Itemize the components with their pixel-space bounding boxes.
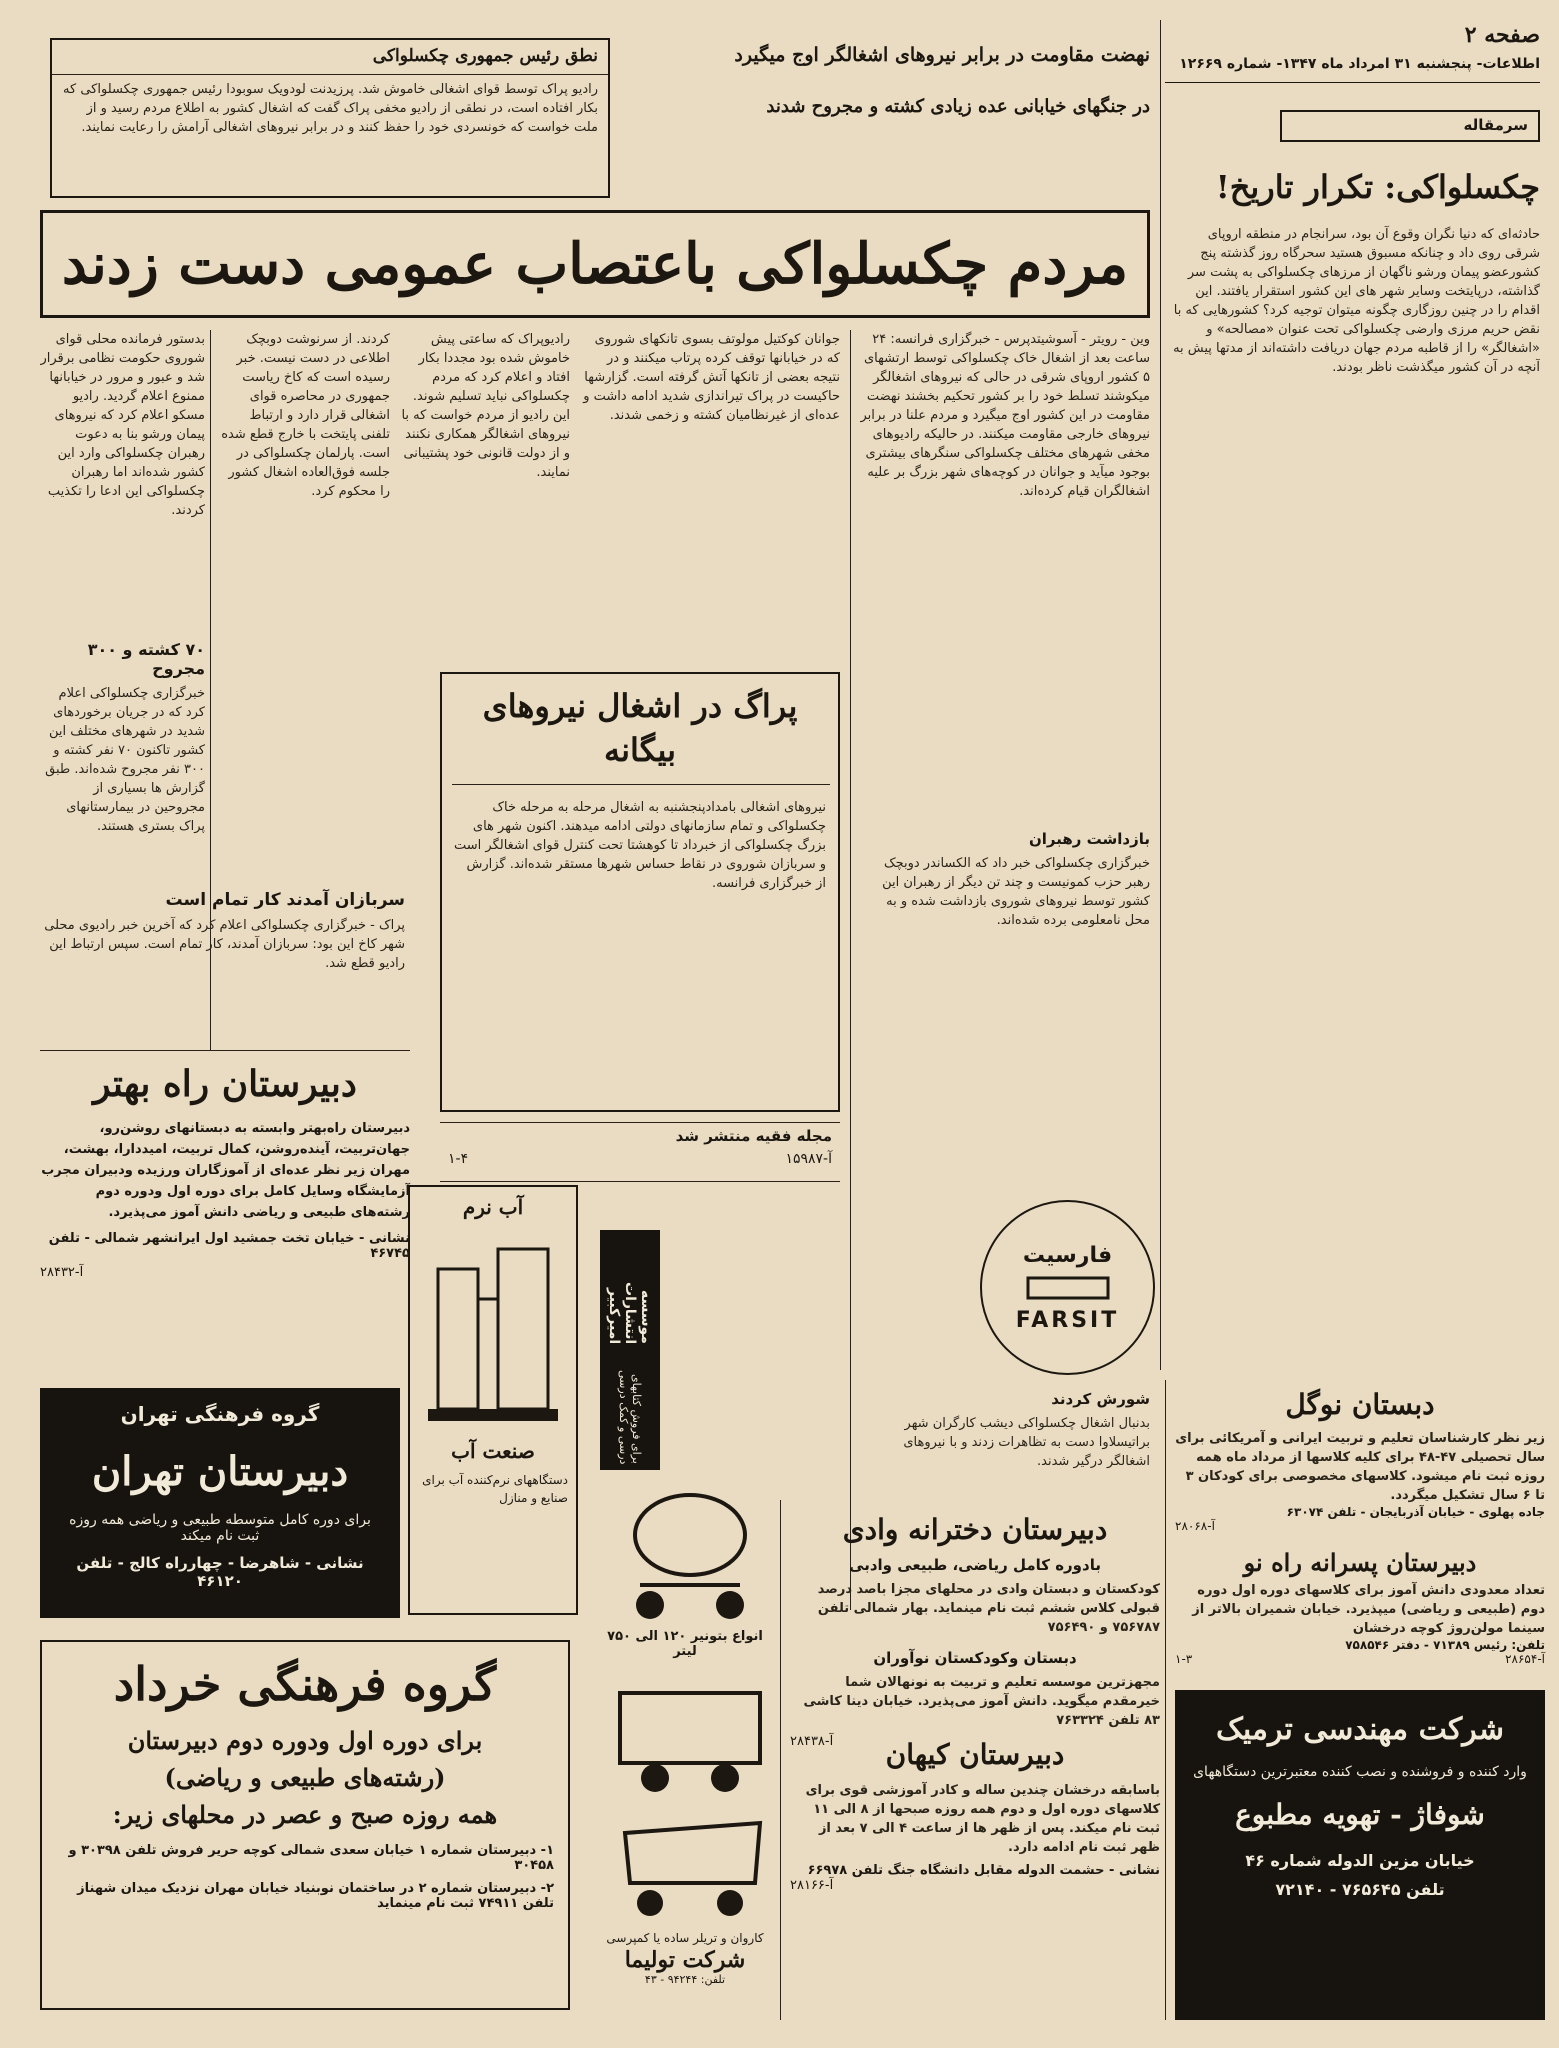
- ad-termik-phone: تلفن ۷۶۵۶۴۵ - ۷۲۱۴۰: [1275, 1880, 1445, 1899]
- main-story-col3: رادیوپراک که ساعتی پیش خاموش شده بود مجددا بکار افتاد و اعلام کرد که مردم چکسلواکی نباید تسلیم شوند. این رادیو از مردم خواست که با نیروهای اشغالگر همکاری نکنند و از دولت قانونی خود پشتیبانی نمایند.: [401, 332, 570, 480]
- ad-doktaraneh-body2: مجهزترین موسسه تعلیم و تربیت به نونهالان شما خیرمقدم میگوید. دانش آموز می‌پذیرد. خیابان دینا کاشی ۸۳ تلفن ۷۶۳۳۲۴: [803, 1675, 1160, 1728]
- ad-rahno-phone: تلفن: رئیس ۷۱۳۸۹ - دفتر ۷۵۸۵۴۶: [1345, 1638, 1545, 1652]
- ad-botonir-phone: تلفن: ۹۴۲۴۴ - ۴۳: [644, 1973, 726, 1986]
- ad-rahbehtar-title: دبیرستان راه بهتر: [93, 1063, 357, 1105]
- main-story-col2: جوانان کوکتیل مولوتف بسوی تانکهای شوروی که در خیابانها توقف کرده پرتاب میکنند و در نتیجه بعضی از تانکها آتش گرفته است. گزارشها حاکیست در پراک تیراندازی شدید ادامه داشت و عده‌ای از غیرنظامیان کشته و زخمی شدند.: [583, 332, 840, 423]
- ad-termik: [1175, 1690, 1545, 2020]
- ad-botonir-caption: انواع بتونیر ۱۲۰ الی ۷۵۰ لیتر: [607, 1629, 763, 1659]
- sub-story-arrest-headline: بازداشت رهبران: [1028, 830, 1150, 848]
- prague-box: [440, 672, 840, 1112]
- concrete-mixer-illustration: [610, 1475, 770, 1625]
- ad-water: [408, 1185, 578, 1615]
- prague-body: نیروهای اشغالی بامدادپنجشنبه به اشغال مرحله به مرحله خاک چکسلواکی و تمام سازمانهای دولتی ادامه میدهند. اکنون شهر های بزرگ چکسلواکی از خبرداد تا کوهشتا تحت کنترل قوای اشغالگر است و سربازان شوروی در نقاط حساس شهرها مستقر شده‌اند. گزارش از خبرگزاری فرانسه.: [454, 800, 826, 891]
- ad-tehran-group: گروه فرهنگی تهران: [120, 1402, 320, 1426]
- prague-headline: پراگ در اشغال نیروهای بیگانه: [482, 687, 798, 769]
- ad-rahno: [1175, 1545, 1545, 1675]
- ad-khordad: [40, 1640, 570, 2010]
- ad-farsit-brand-fa: فارسیت: [1022, 1242, 1113, 1268]
- ad-nowgol-title: دبستان نوگل: [1285, 1388, 1435, 1421]
- editorial-title: چکسلواکی: تکرار تاریخ!: [1215, 168, 1540, 206]
- magazine-note: [440, 1122, 840, 1182]
- main-story-col5: بدستور فرمانده محلی قوای شوروی حکومت نظامی برقرار شد و عبور و مرور در خیابانها ممنوع اعلام گردید. رادیو مسکو اعلام کرد که نیروهای پیمان ورشو بنا به دعوت رهبران چکسلواکی وارد این کشور شده‌اند اما رهبران چکسلواکی این ادعا را تکذیب کردند.: [40, 332, 205, 518]
- ad-nowgol-address: جاده پهلوی - خیابان آذربایجان - تلفن ۶۳۰۷۴: [1286, 1505, 1545, 1519]
- sub-story-killed-body: خبرگزاری چکسلواکی اعلام کرد که در جریان برخوردهای شدید در شهرهای مختلف این کشور تاکنون ۷۰ نفر کشته و ۳۰۰ نفر مجروح شده‌اند. طبق گزارش ها بسیاری از مجروحین در بیمارستانهای پراک بستری هستند.: [45, 686, 205, 834]
- ad-keyhan-code: آ-۲۸۱۶۶: [790, 1878, 834, 1893]
- ad-rahno-code: آ-۲۸۶۵۴: [1505, 1652, 1545, 1666]
- resistance-headline: نهضت مقاومت در برابر نیروهای اشغالگر اوج میگیرد: [734, 44, 1150, 66]
- main-headline: مردم چکسلواکی باعتصاب عمومی دست زدند: [61, 231, 1129, 297]
- main-story-col1: وین - رویتر - آسوشیتدپرس - خبرگزاری فرانسه: ۲۴ ساعت بعد از اشغال خاک چکسلواکی توسط ارتشهای ۵ کشور اروپای شرقی در حالی که نیروهای اشغالگر میکوشند تسلط خود را بر کشور تحکیم بخشند نهضت مقاومت در این کشور اوج میگیرد و مردم علنا در برابر نیروهای خارجی مقاومت میکنند. در حالیکه رادیوهای مخفی شهرهای مختلف چکسلواکی سنگرهای بیشتری بوجود میآید و جوانان در کوچه‌های شهر بزرگ بر علیه اشغالگران قیام کرده‌اند.: [860, 332, 1150, 499]
- ad-tehran-body: برای دوره کامل متوسطه طبیعی و ریاضی همه روزه ثبت نام میکند: [69, 1512, 371, 1544]
- sub-story-riot-headline: شورش کردند: [1051, 1390, 1150, 1408]
- ad-termik-items: شوفاژ - تهویه مطبوع: [1235, 1798, 1485, 1831]
- editorial-body: حادثه‌ای که دنیا نگران وقوع آن بود، سرانجام در منطقه اروپای شرقی روی داد و چنانکه مسبوق هستید سحرگاه روز گذشته پنج کشورعضو پیمان ورشو ناگهان از مرزهای چکسلواکی به پشت سر گذاشته، درپایتخت وسایر شهر های این کشور استقرار یافتند. این اقدام را در چنین روزگاری چگونه میتوان توجیه کرد؟ کشورهایی که با نقض حریم مرزی وارضی چکسلواکی تحت عنوان «مصالحه» و «اشغالگر» را از قاطبه مردم جهان دریافت داشته‌اند از مدتها پیش به آنچه در آن کشور میگذشت ناظر بودند.: [1173, 227, 1540, 375]
- ad-rahbehtar-body: دبیرستان راه‌بهتر وابسته به دبستانهای روشن‌رو، جهان‌تربیت، آینده‌روشن، کمال تربیت، امیددارا، بهشت، مهران زیر نظر عده‌ای از آموزگاران ورزیده ودبیران مجرب آزمایشگاه وسایل کامل برای دوره اول ودوره دوم رشته‌های طبیعی و ریاضی دانش آموز می‌پذیرد.: [41, 1121, 410, 1220]
- ad-amirkabir: [600, 1230, 660, 1470]
- ad-botonir: [600, 1475, 770, 2020]
- ad-botonir-caption2: کاروان و تریلر ساده یا کمپرسی: [606, 1931, 764, 1945]
- magazine-note-title: مجله فقیه منتشر شد: [675, 1127, 832, 1145]
- ad-doktaraneh-code: آ-۲۸۴۳۸: [790, 1734, 834, 1749]
- speech-body: رادیو پراک توسط قوای اشغالی خاموش شد. پرزیدنت لودویک سوبودا رئیس جمهوری چکسلواکی که بکار افتاده است، در نطقی از رادیو مخفی پراک گفت که اشغال کشور به اطلاع مردم رسید و از ملت خواست که خونسردی خود را حفظ کنند و در برابر نیروهای اشغالی آرامش را رعایت نمایند.: [63, 82, 598, 135]
- magazine-note-code2: ۱-۴: [448, 1151, 469, 1167]
- ad-farsit-brand: FARSIT: [1015, 1307, 1120, 1333]
- ad-termik-address: خیابان مزین الدوله شماره ۴۶: [1245, 1851, 1475, 1870]
- ad-nowgol-body: زیر نظر کارشناسان تعلیم و تربیت ایرانی و آمریکائی برای سال تحصیلی ۴۷-۴۸ برای کلیه کلاسها از مرداد ماه همه روزه ثبت نام میشود. کلاسهای مخصوصی برای کودکان ۳ تا ۶ سال تشکیل میگردد.: [1175, 1431, 1545, 1503]
- sub-story-soldiers-headline: سربازان آمدند کار تمام است: [165, 890, 405, 910]
- ad-rahno-code2: ۱-۳: [1175, 1652, 1193, 1666]
- ad-amirkabir-title: موسسه انتشارات امیرکبیر: [606, 1282, 654, 1345]
- ad-rahno-body: تعداد معدودی دانش آموز برای کلاسهای دوره اول دوره دوم (طبیعی و ریاضی) میپذیرد. خیابان شمیران بالاتر از سینما مولن‌روژ کوچه درخشان: [1192, 1583, 1545, 1636]
- tank-left: [438, 1269, 478, 1409]
- ad-khordad-line1: برای دوره اول ودوره دوم دبیرستان: [127, 1726, 483, 1755]
- ad-khordad-line3: همه روزه صبح و عصر در محلهای زیر:: [112, 1800, 498, 1829]
- ad-rahno-title: دبیرستان پسرانه راه نو: [1243, 1548, 1477, 1577]
- main-headline-box: [40, 210, 1150, 318]
- main-story-col4: کردند. از سرنوشت دوبچک اطلاعی در دست نیست. خبر رسیده است که کاخ ریاست جمهوری در محاصره قوای اشغالی قرار دارد و ارتباط تلفنی پایتخت با خارج قطع شده است. پارلمان چکسلواکی در جلسه فوق‌العاده اشغال کشور را محکوم کرد.: [221, 332, 390, 499]
- speech-headline: نطق رئیس جمهوری چکسلواکی: [372, 46, 598, 66]
- ad-water-title: آب نرم: [462, 1195, 524, 1219]
- sub-story-soldiers-body: پراک - خبرگزاری چکسلواکی اعلام کرد که آخرین خبر رادیوی محلی شهر کاخ این بود: سربازان آمدند، کار تمام است. سپس ارتباط این رادیو قطع شد.: [44, 918, 405, 971]
- sub-story-riot: [860, 1390, 1150, 1510]
- editorial-section-label: سرمقاله: [1280, 110, 1540, 142]
- ad-nowgol: [1175, 1385, 1545, 1535]
- ad-doktaraneh-body: کودکستان و دبستان وادی در محلهای مجزا باصد درصد قبولی کلاس ششم ثبت نام مینماید. بهار شمالی تلفن ۷۵۶۷۸۷ و ۷۵۶۴۹۰: [817, 1582, 1160, 1635]
- ad-rahbehtar: [40, 1060, 410, 1370]
- ad-doktaraneh-sub: بادوره کامل ریاضی، طبیعی وادبی: [849, 1556, 1101, 1574]
- ad-keyhan: [790, 1735, 1160, 2025]
- sub-story-riot-body: بدنبال اشغال چکسلواکی دیشب کارگران شهر براتیسلاوا دست به تظاهرات زدند و با نیروهای اشغالگر درگیر شدند.: [903, 1416, 1150, 1469]
- ad-khordad-addr1: ۱- دبیرستان شماره ۱ خیابان سعدی شمالی کوچه حریر فروش تلفن ۳۰۳۹۸ و ۳۰۴۵۸: [68, 1843, 554, 1873]
- sub-story-arrest-body: خبرگزاری چکسلواکی خبر داد که الکساندر دوبچک رهبر حزب کمونیست و چند تن دیگر از رهبران این کشور توسط نیروهای شوروی بازداشت شده و به محل نامعلومی برده شده‌اند.: [882, 856, 1150, 928]
- resistance-subhead: در جنگهای خیابانی عده زیادی کشته و مجروح شدند: [766, 96, 1150, 117]
- ad-termik-sub: وارد کننده و فروشنده و نصب کننده معتبرترین دستگاههای: [1193, 1764, 1527, 1780]
- ad-doktaraneh-title: دبیرستان دخترانه وادی: [842, 1513, 1108, 1546]
- ad-rahbehtar-address: نشانی - خیابان تخت جمشید اول ایرانشهر شمالی - تلفن ۴۶۷۴۵: [48, 1231, 410, 1261]
- base: [428, 1409, 558, 1421]
- ad-keyhan-title: دبیرستان کیهان: [885, 1738, 1065, 1771]
- magazine-note-code: آ-۱۵۹۸۷: [785, 1151, 832, 1167]
- ad-rahbehtar-code: آ-۲۸۴۳۲: [40, 1265, 84, 1280]
- ad-farsit: [980, 1200, 1155, 1375]
- ad-khordad-line2: (رشته‌های طبیعی و ریاضی): [164, 1763, 446, 1792]
- sub-story-killed-headline: ۷۰ کشته و ۳۰۰ مجروح: [87, 640, 205, 678]
- ad-water-body: دستگاههای نرم‌کننده آب برای صنایع و منازل: [422, 1473, 568, 1505]
- speech-box: [50, 38, 610, 198]
- farsit-pipe-icon: [1023, 1268, 1113, 1308]
- ad-water-brand: صنعت آب: [451, 1439, 535, 1463]
- sub-story-soldiers: [40, 890, 405, 1050]
- page-number: صفحه ۲: [1464, 22, 1540, 48]
- ad-tehran-address: نشانی - شاهرضا - چهارراه کالج - تلفن ۴۶۱۲۰: [76, 1554, 364, 1590]
- ad-termik-title: شرکت مهندسی ترمیک: [1215, 1712, 1505, 1747]
- ad-khordad-addr2: ۲- دبیرستان شماره ۲ در ساختمان نوبنیاد خیابان مهران نزدیک میدان شهناز تلفن ۷۴۹۱۱ ثبت نام مینماید: [77, 1881, 554, 1911]
- ad-nowgol-code: آ-۲۸۰۶۸: [1175, 1519, 1215, 1533]
- water-softener-illustration: [418, 1229, 568, 1429]
- trailer-illustration: [610, 1673, 770, 1803]
- ad-tehran: [40, 1388, 400, 1618]
- resistance-story: [620, 40, 1150, 200]
- ad-keyhan-body: باسابقه درخشان چندین ساله و کادر آموزشی قوی برای کلاسهای دوره اول و دوم همه روزه صبحها از ۸ الی ۱۱ ثبت نام میکند. پس از ظهر ها از ساعت ۴ الی ۷ بعد از ظهر ثبت نام ادامه دارد.: [805, 1783, 1160, 1855]
- issue-line: اطلاعات- پنجشنبه ۳۱ امرداد ماه ۱۳۴۷- شماره ۱۲۶۶۹: [1179, 56, 1540, 72]
- dump-trailer-illustration: [610, 1813, 770, 1923]
- ad-tehran-title: دبیرستان تهران: [91, 1448, 349, 1495]
- sub-story-arrest: [860, 830, 1150, 1210]
- ad-khordad-title: گروه فرهنگی خرداد: [113, 1657, 497, 1711]
- tank-right: [498, 1249, 548, 1409]
- ad-doktaraneh-sub2: دبستان وکودکستان نوآوران: [873, 1649, 1077, 1667]
- ad-botonir-company: شرکت تولیما: [624, 1947, 746, 1973]
- ad-amirkabir-body: برای فروش کتابهای درسی و کمک درسی: [617, 1369, 643, 1464]
- ad-keyhan-address: نشانی - حشمت الدوله مقابل دانشگاه جنگ تلفن ۶۶۹۷۸: [807, 1863, 1160, 1878]
